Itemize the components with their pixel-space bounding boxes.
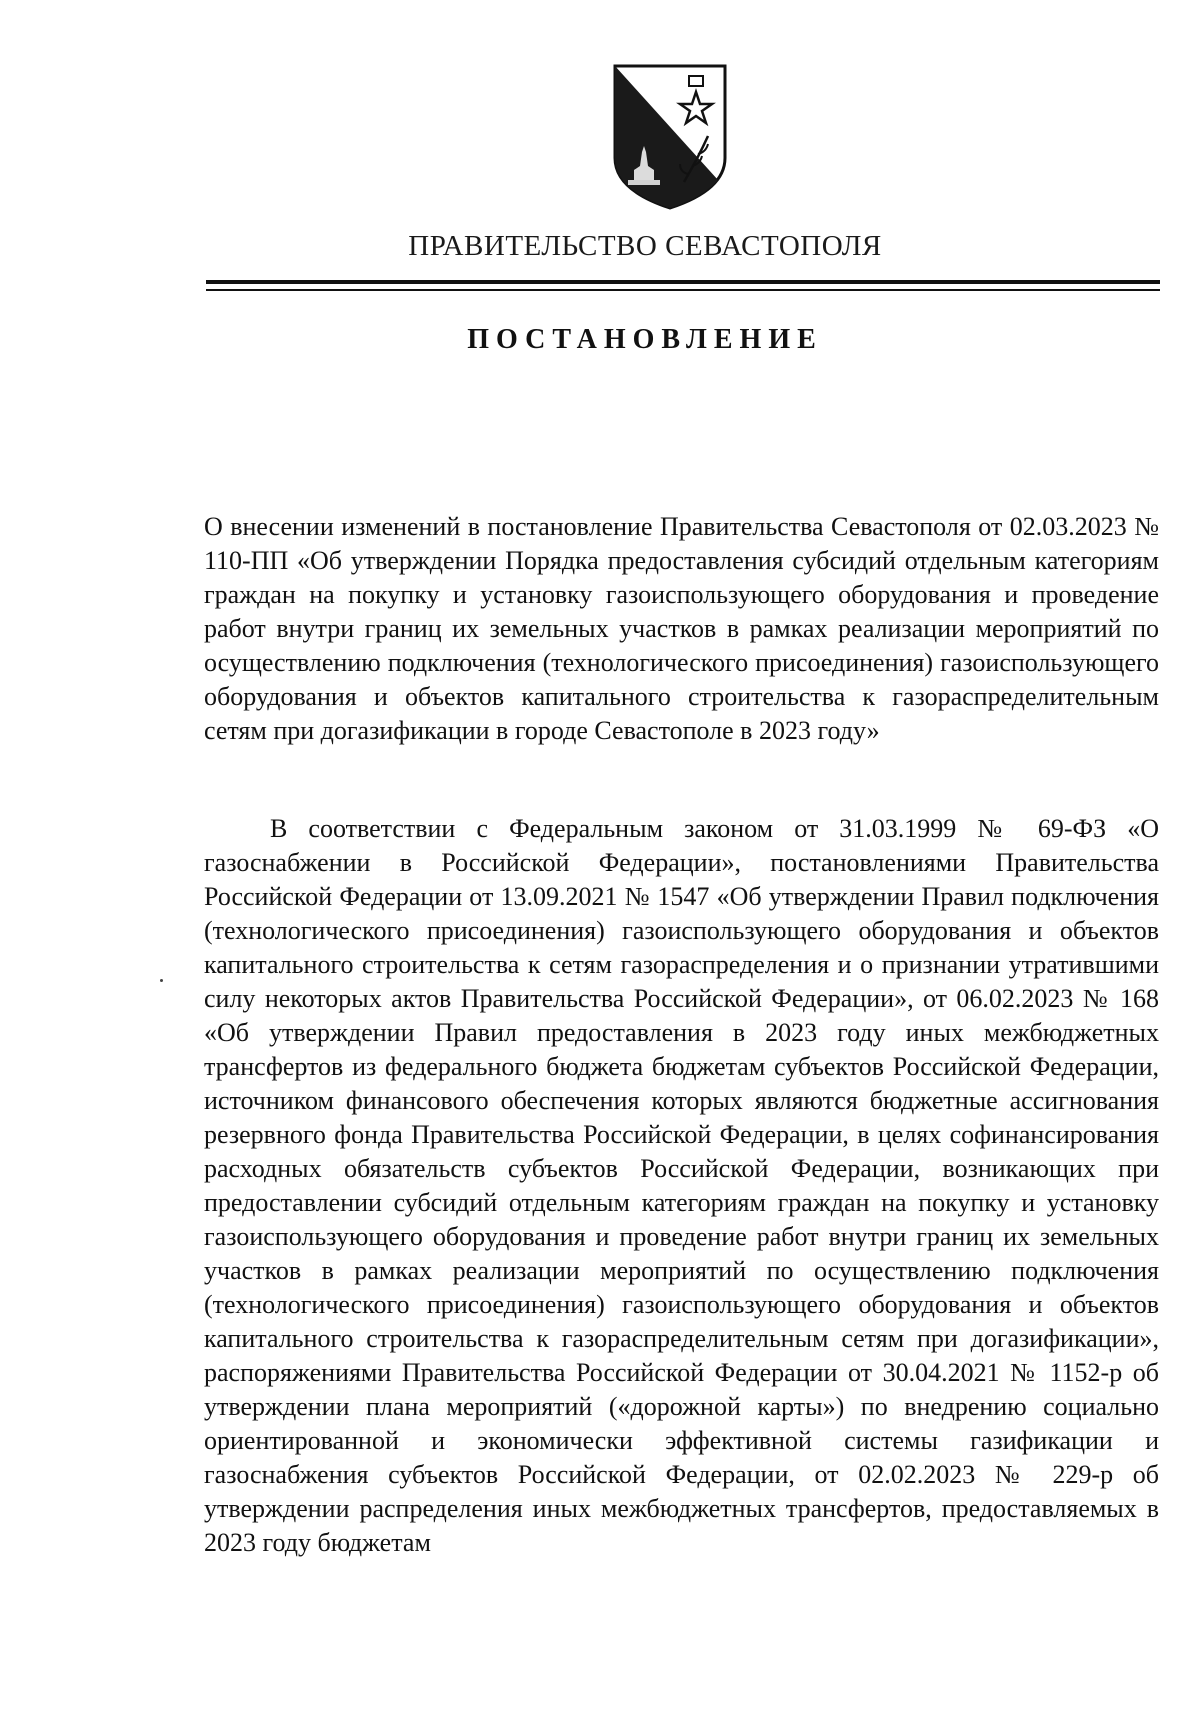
document-subject: О внесении изменений в постановление Правительства Севастополя от 02.03.2023 № 110-ПП «Об утверждении Порядка предоставления субсидий отдельным категориям граждан на покупку и установку газоиспользующего оборудования и проведение работ внутри границ их земельных участков в рамках реализации мероприятий по осуществлению подключения (технологического присоединения) газоиспользующего оборудования и объектов капитального строительства к газораспределительным сетям при догазификации в городе Севастополе в 2023 году» xyxy=(204,512,1159,745)
header-rule-thick xyxy=(206,280,1160,284)
header-rule-thin xyxy=(206,289,1160,291)
scan-speck xyxy=(160,979,163,982)
document-type-title: ПОСТАНОВЛЕНИЕ xyxy=(467,324,823,355)
coat-of-arms-icon xyxy=(612,62,728,212)
body-paragraph: В соответствии с Федеральным законом от 31.03.1999 № 69-ФЗ «О газоснабжении в Российской Федерации», постановлениями Правительства Российской Федерации от 13.09.2021 № 1547 «Об утверждении Правил подключения (технологического присоединения) газоиспользующего оборудования и объектов капитального строительства к сетям газораспределения и о признании утратившими силу некоторых актов Правительства Российской Федерации», от 06.02.2023 № 168 «Об утверждении Правил предоставления в 2023 году иных межбюджетных трансфертов из федерального бюджета бюджетам субъектов Российской Федерации, источником финансового обеспечения которых являются бюджетные ассигнования резервного фонда Правительства Российской Федерации, в целях софинансирования расходных обязательств субъектов Российской Федерации, возникающих при предоставлении субсидий отдельным категориям граждан на покупку и установку газоиспользующего оборудования и проведение работ внутри границ их земельных участков в рамках реализации мероприятий по осуществлению подключения (технологического присоединения) газоиспользующего оборудования и объектов капитального строительства к газораспределительным сетям при догазификации», распоряжениями Правительства Российской Федерации от 30.04.2021 № 1152-р об утверждении плана мероприятий («дорожной карты») по внедрению социально ориентированной и экономически эффективной системы газификации и газоснабжения субъектов Российской Федерации, от 02.02.2023 № 229-р об утверждении распределения иных межбюджетных трансфертов, предоставляемых в 2023 году бюджетам xyxy=(204,814,1159,1557)
government-name: ПРАВИТЕЛЬСТВО СЕВАСТОПОЛЯ xyxy=(408,230,882,262)
